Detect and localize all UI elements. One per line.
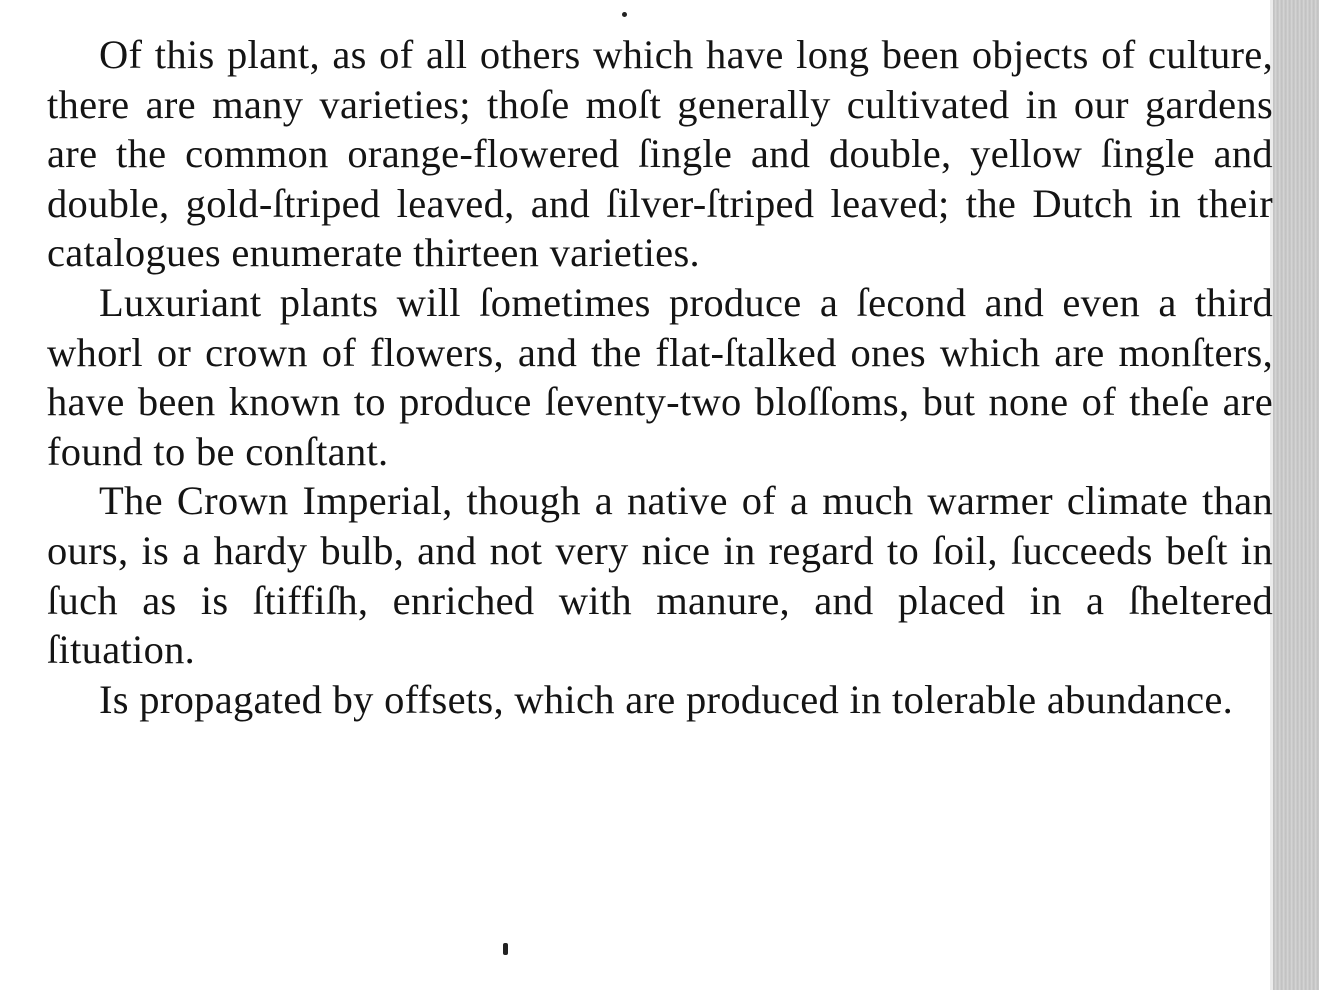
paragraph-luxuriant-plants: Luxuriant plants will ſometimes produce a ſecond and even a third whorl or crown of flowers, and the flat-ſtalked ones which are monſters, have been known to produce ſeventy-two bloſſoms, but none of theſe are found to be conſtant.	[47, 279, 1273, 474]
paragraph-crown-imperial: The Crown Imperial, though a native of a much warmer climate than ours, is a hardy bulb, and not very nice in regard to ſoil, ſucceeds beſt in ſuch as is ſtiffiſh, enriched with manure, and placed in a ſheltered ſituation.	[47, 478, 1273, 673]
body-text	[47, 30, 1273, 724]
paragraph-varieties: Of this plant, as of all others which have long been objects of culture, there are many varieties; thoſe moſt generally cultivated in our gardens are the common orange-flowered ſingle and double, yellow ſingle and double, gold-ſtriped leaved, and ſilver-ſtriped leaved; the Dutch in their catalogues enumerate thirteen varieties.	[47, 32, 1273, 276]
print-speck	[622, 12, 627, 17]
page-gutter-shadow	[1273, 0, 1319, 990]
print-speck	[503, 943, 508, 955]
paragraph-propagation: Is propagated by offsets, which are produced in tolerable abundance.	[99, 676, 1234, 722]
